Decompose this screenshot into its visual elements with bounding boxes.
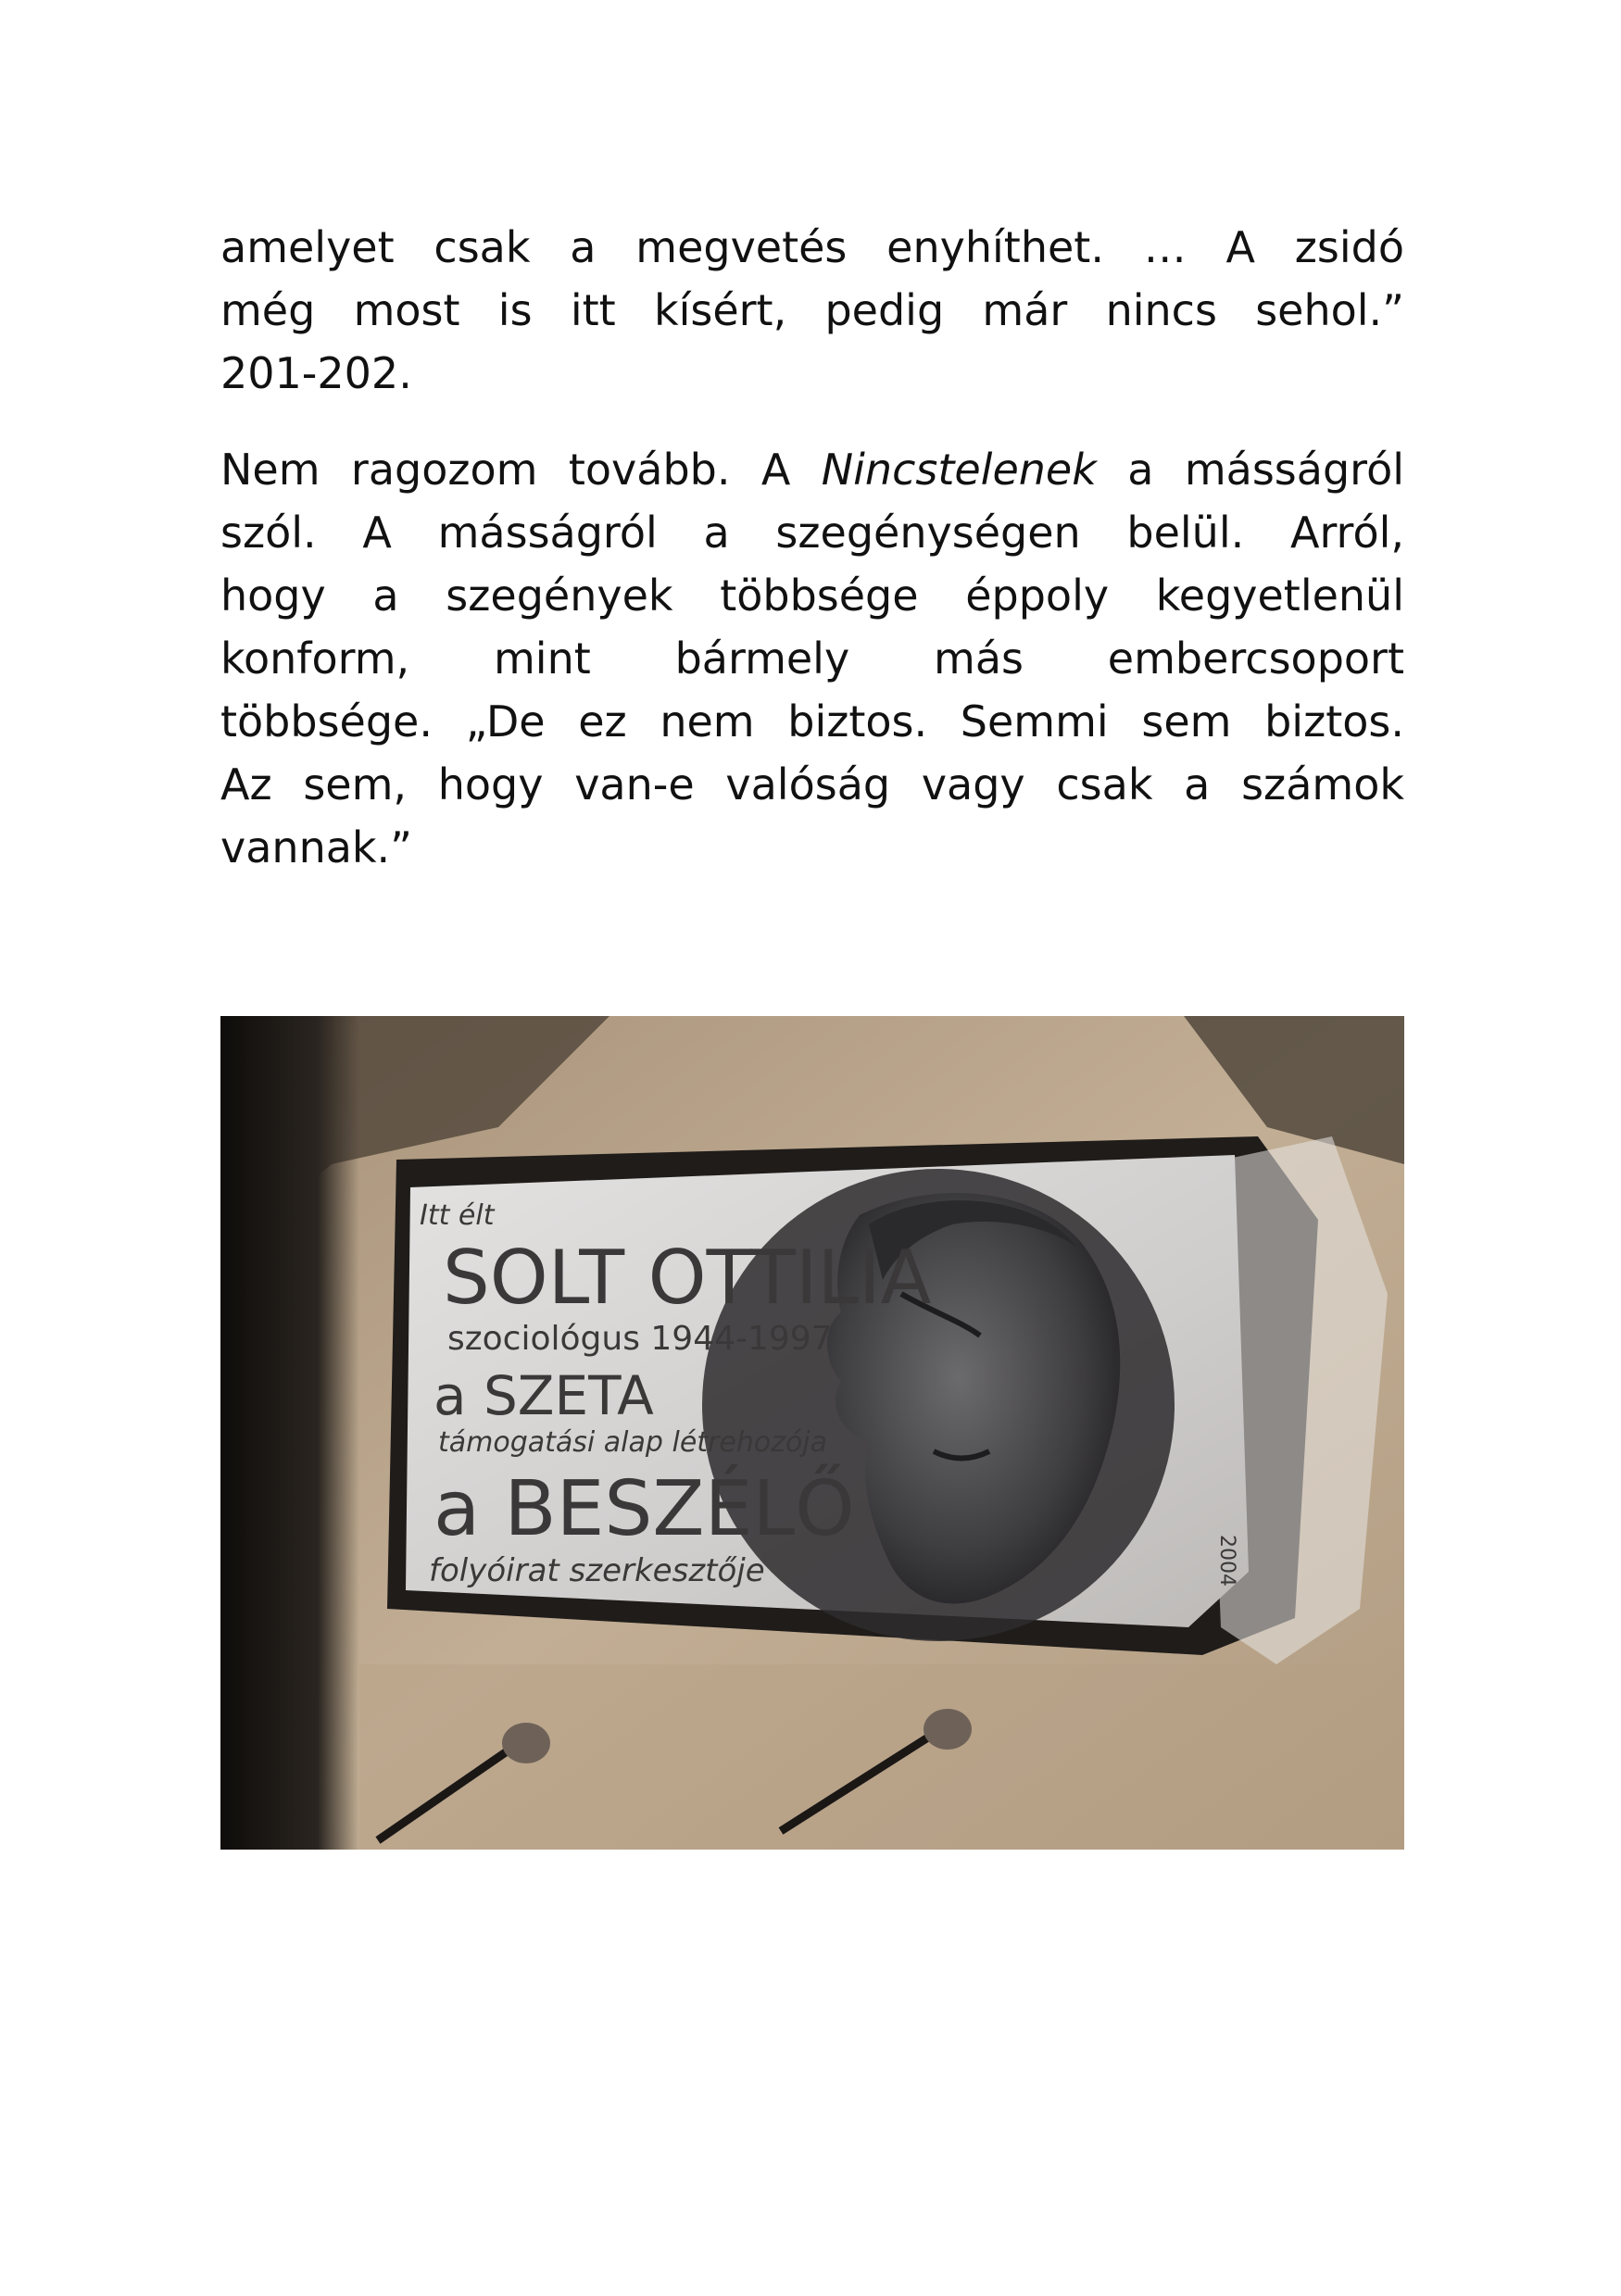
paragraph-1	[220, 216, 1404, 405]
plaque-line-6: a BESZÉLŐ	[434, 1465, 855, 1553]
paragraph-2-line-1-end: a másságról	[1096, 445, 1404, 495]
plaque-line-1: Itt élt	[420, 1199, 495, 1232]
memorial-plaque-photo	[220, 1016, 1404, 1850]
plaque-line-3: szociológus 1944-1997	[447, 1320, 833, 1358]
paragraph-1-line-1: amelyet csak a megvetés enyhíthet. … A zsidó	[220, 222, 1404, 272]
paragraph-2-line-1-start: Nem ragozom tovább. A	[220, 445, 822, 495]
left-shadow	[220, 1016, 359, 1850]
plaque-signature: 2004	[1215, 1535, 1238, 1587]
paragraph-2-line-3: hogy a szegények többsége éppoly kegyetlenül	[220, 571, 1404, 621]
plaque-line-7: folyóirat szerkesztője	[429, 1552, 765, 1589]
paragraph-2-line-6: Az sem, hogy van-e valóság vagy csak a számok	[220, 759, 1404, 809]
paragraph-2-line-4: konform, mint bármely más embercsoport	[220, 634, 1404, 684]
plaque-line-5: támogatási alap létrehozója	[438, 1426, 828, 1459]
paragraph-2	[220, 438, 1404, 879]
paragraph-2-line-5: többsége. „De ez nem biztos. Semmi sem biztos.	[220, 696, 1404, 747]
plaque-line-4: a SZETA	[434, 1364, 654, 1427]
book-title: Nincstelenek	[821, 445, 1097, 495]
paragraph-1-line-2: még most is itt kísért, pedig már nincs sehol.”	[220, 285, 1404, 335]
paragraph-2-line-1	[220, 438, 1404, 501]
paragraph-2-line-7: vannak.”	[220, 822, 412, 872]
paragraph-2-line-2: szól. A másságról a szegénységen belül. Arról,	[220, 508, 1404, 558]
paragraph-1-line-3: 201-202.	[220, 348, 412, 398]
plaque-name: SOLT OTTILIA	[443, 1235, 932, 1321]
